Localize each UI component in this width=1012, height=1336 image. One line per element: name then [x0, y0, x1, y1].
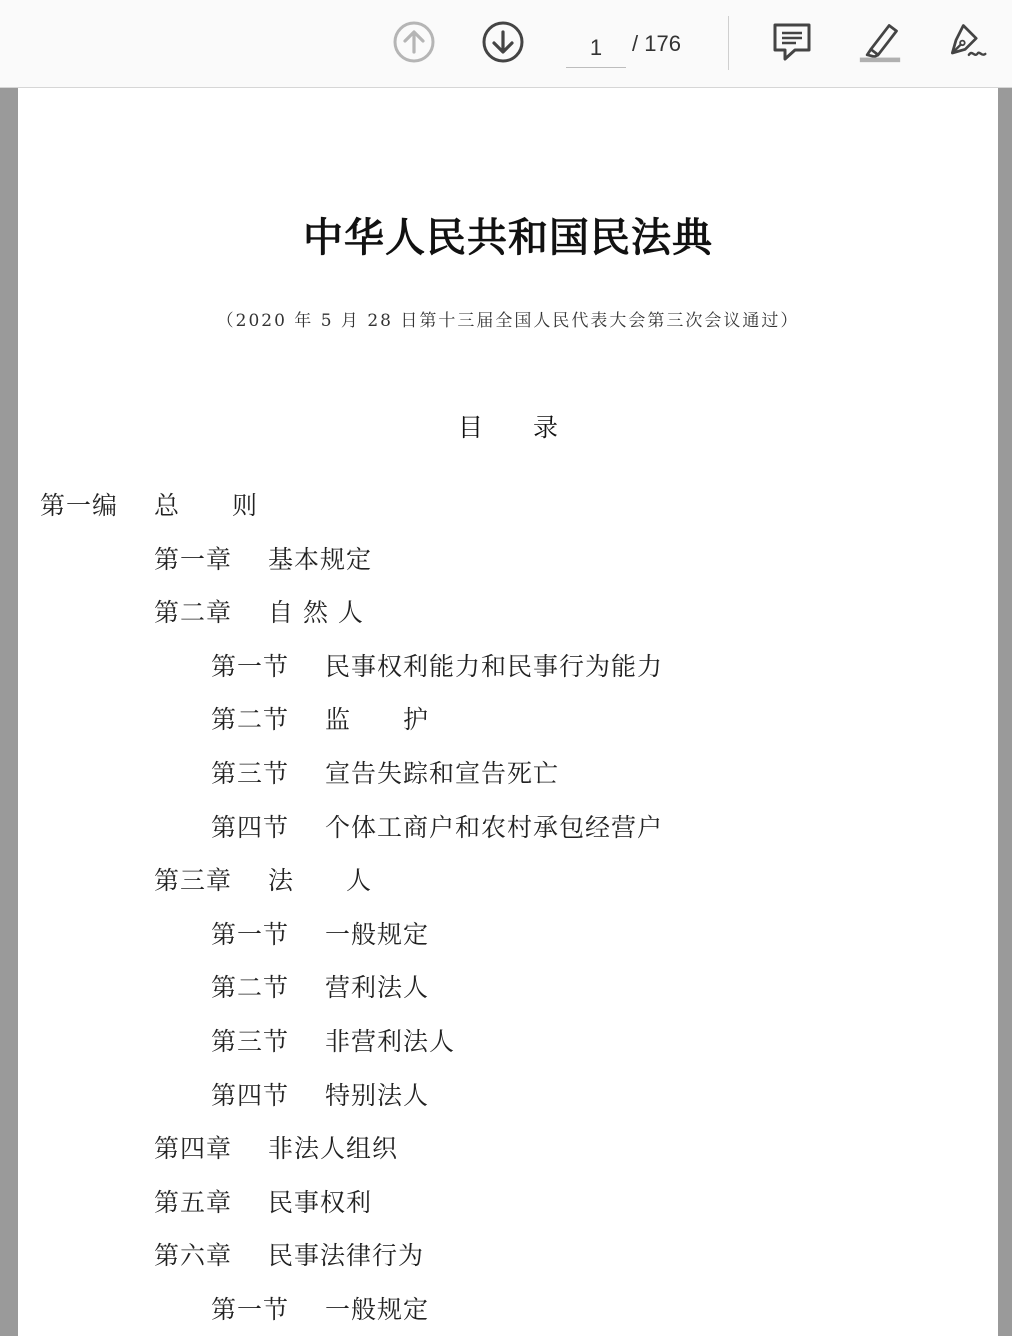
toc-entry-label: 第三节 — [211, 759, 290, 788]
toc-entry-title: 营利法人 — [325, 973, 430, 1003]
toc-entry[interactable] — [154, 593, 364, 629]
toc-entry-label: 第二章 — [154, 598, 233, 628]
toc-entry-label: 第二节 — [211, 973, 290, 1003]
toc-entry-title: 个体工商户和农村承包经营户 — [325, 812, 664, 842]
arrow-down-circle-icon[interactable] — [481, 20, 525, 64]
toc-entry-label: 第二节 — [211, 705, 290, 735]
toc-entry[interactable] — [154, 1236, 425, 1272]
toc-entry[interactable] — [154, 1183, 373, 1219]
toc-heading: 目 录 — [457, 413, 558, 442]
toc-entry-label: 第一节 — [211, 1295, 290, 1324]
toc-entry-title: 非法人组织 — [268, 1134, 399, 1164]
toc-entry[interactable] — [211, 808, 664, 844]
toc-entry-label: 第四节 — [211, 812, 290, 842]
toc-entry-label: 第五章 — [154, 1187, 233, 1217]
toc-entry[interactable] — [154, 1129, 399, 1165]
pdf-page — [18, 88, 998, 1336]
toc-entry[interactable] — [211, 915, 430, 951]
toc-entry-title: 非营利法人 — [325, 1027, 456, 1056]
toc-entry-label: 第三章 — [154, 866, 233, 896]
toc-entry[interactable] — [211, 700, 430, 736]
document-title: 中华人民共和国民法典 — [303, 214, 713, 261]
pdf-toolbar — [0, 0, 1012, 88]
toc-entry-title: 法 人 — [268, 866, 373, 896]
toc-entry-title: 一般规定 — [325, 1295, 430, 1324]
toc-entry[interactable] — [211, 1290, 430, 1326]
toc-entry-title: 民事权利 — [268, 1187, 373, 1217]
toc-entry-title: 宣告失踪和宣告死亡 — [325, 759, 560, 788]
toc-entry[interactable] — [211, 1022, 456, 1058]
toc-entry-title: 自 然 人 — [268, 598, 364, 628]
toc-entry-label: 第一章 — [154, 544, 233, 574]
toc-entry-title: 民事权利能力和民事行为能力 — [325, 651, 664, 681]
toc-entry-title: 总 则 — [154, 491, 259, 520]
toc-entry[interactable] — [154, 540, 373, 576]
toc-entry-label: 第六章 — [154, 1241, 233, 1271]
toc-entry-title: 特别法人 — [325, 1080, 430, 1110]
toc-entry[interactable] — [40, 486, 259, 522]
toc-entry-label: 第一节 — [211, 651, 290, 681]
toc-entry-label: 第三节 — [211, 1027, 290, 1056]
toc-entry[interactable] — [211, 754, 560, 790]
sign-pen-icon[interactable] — [945, 20, 989, 64]
toc-entry[interactable] — [211, 647, 664, 683]
comment-icon[interactable] — [770, 20, 814, 64]
document-subtitle: （2020 年 5 月 28 日第十三届全国人民代表大会第三次会议通过） — [216, 311, 800, 331]
toc-entry[interactable] — [211, 1076, 430, 1112]
toc-entry-title: 基本规定 — [268, 544, 373, 574]
toc-entry-title: 民事法律行为 — [268, 1241, 425, 1271]
toc-entry-title: 一般规定 — [325, 919, 430, 949]
toc-entry-label: 第四章 — [154, 1134, 233, 1164]
toc-entry-label: 第一节 — [211, 919, 290, 949]
arrow-up-circle-icon[interactable] — [392, 20, 436, 64]
toc-entry-label: 第四节 — [211, 1080, 290, 1110]
page-total-label: / 176 — [632, 31, 681, 56]
toc-entry[interactable] — [154, 861, 373, 897]
page-number-input[interactable] — [566, 28, 626, 68]
toc-entry-title: 监 护 — [325, 705, 430, 735]
toc-entry[interactable] — [211, 968, 430, 1004]
toc-entry-label: 第一编 — [40, 491, 119, 520]
highlighter-icon[interactable] — [858, 20, 902, 64]
toolbar-divider — [728, 16, 729, 70]
